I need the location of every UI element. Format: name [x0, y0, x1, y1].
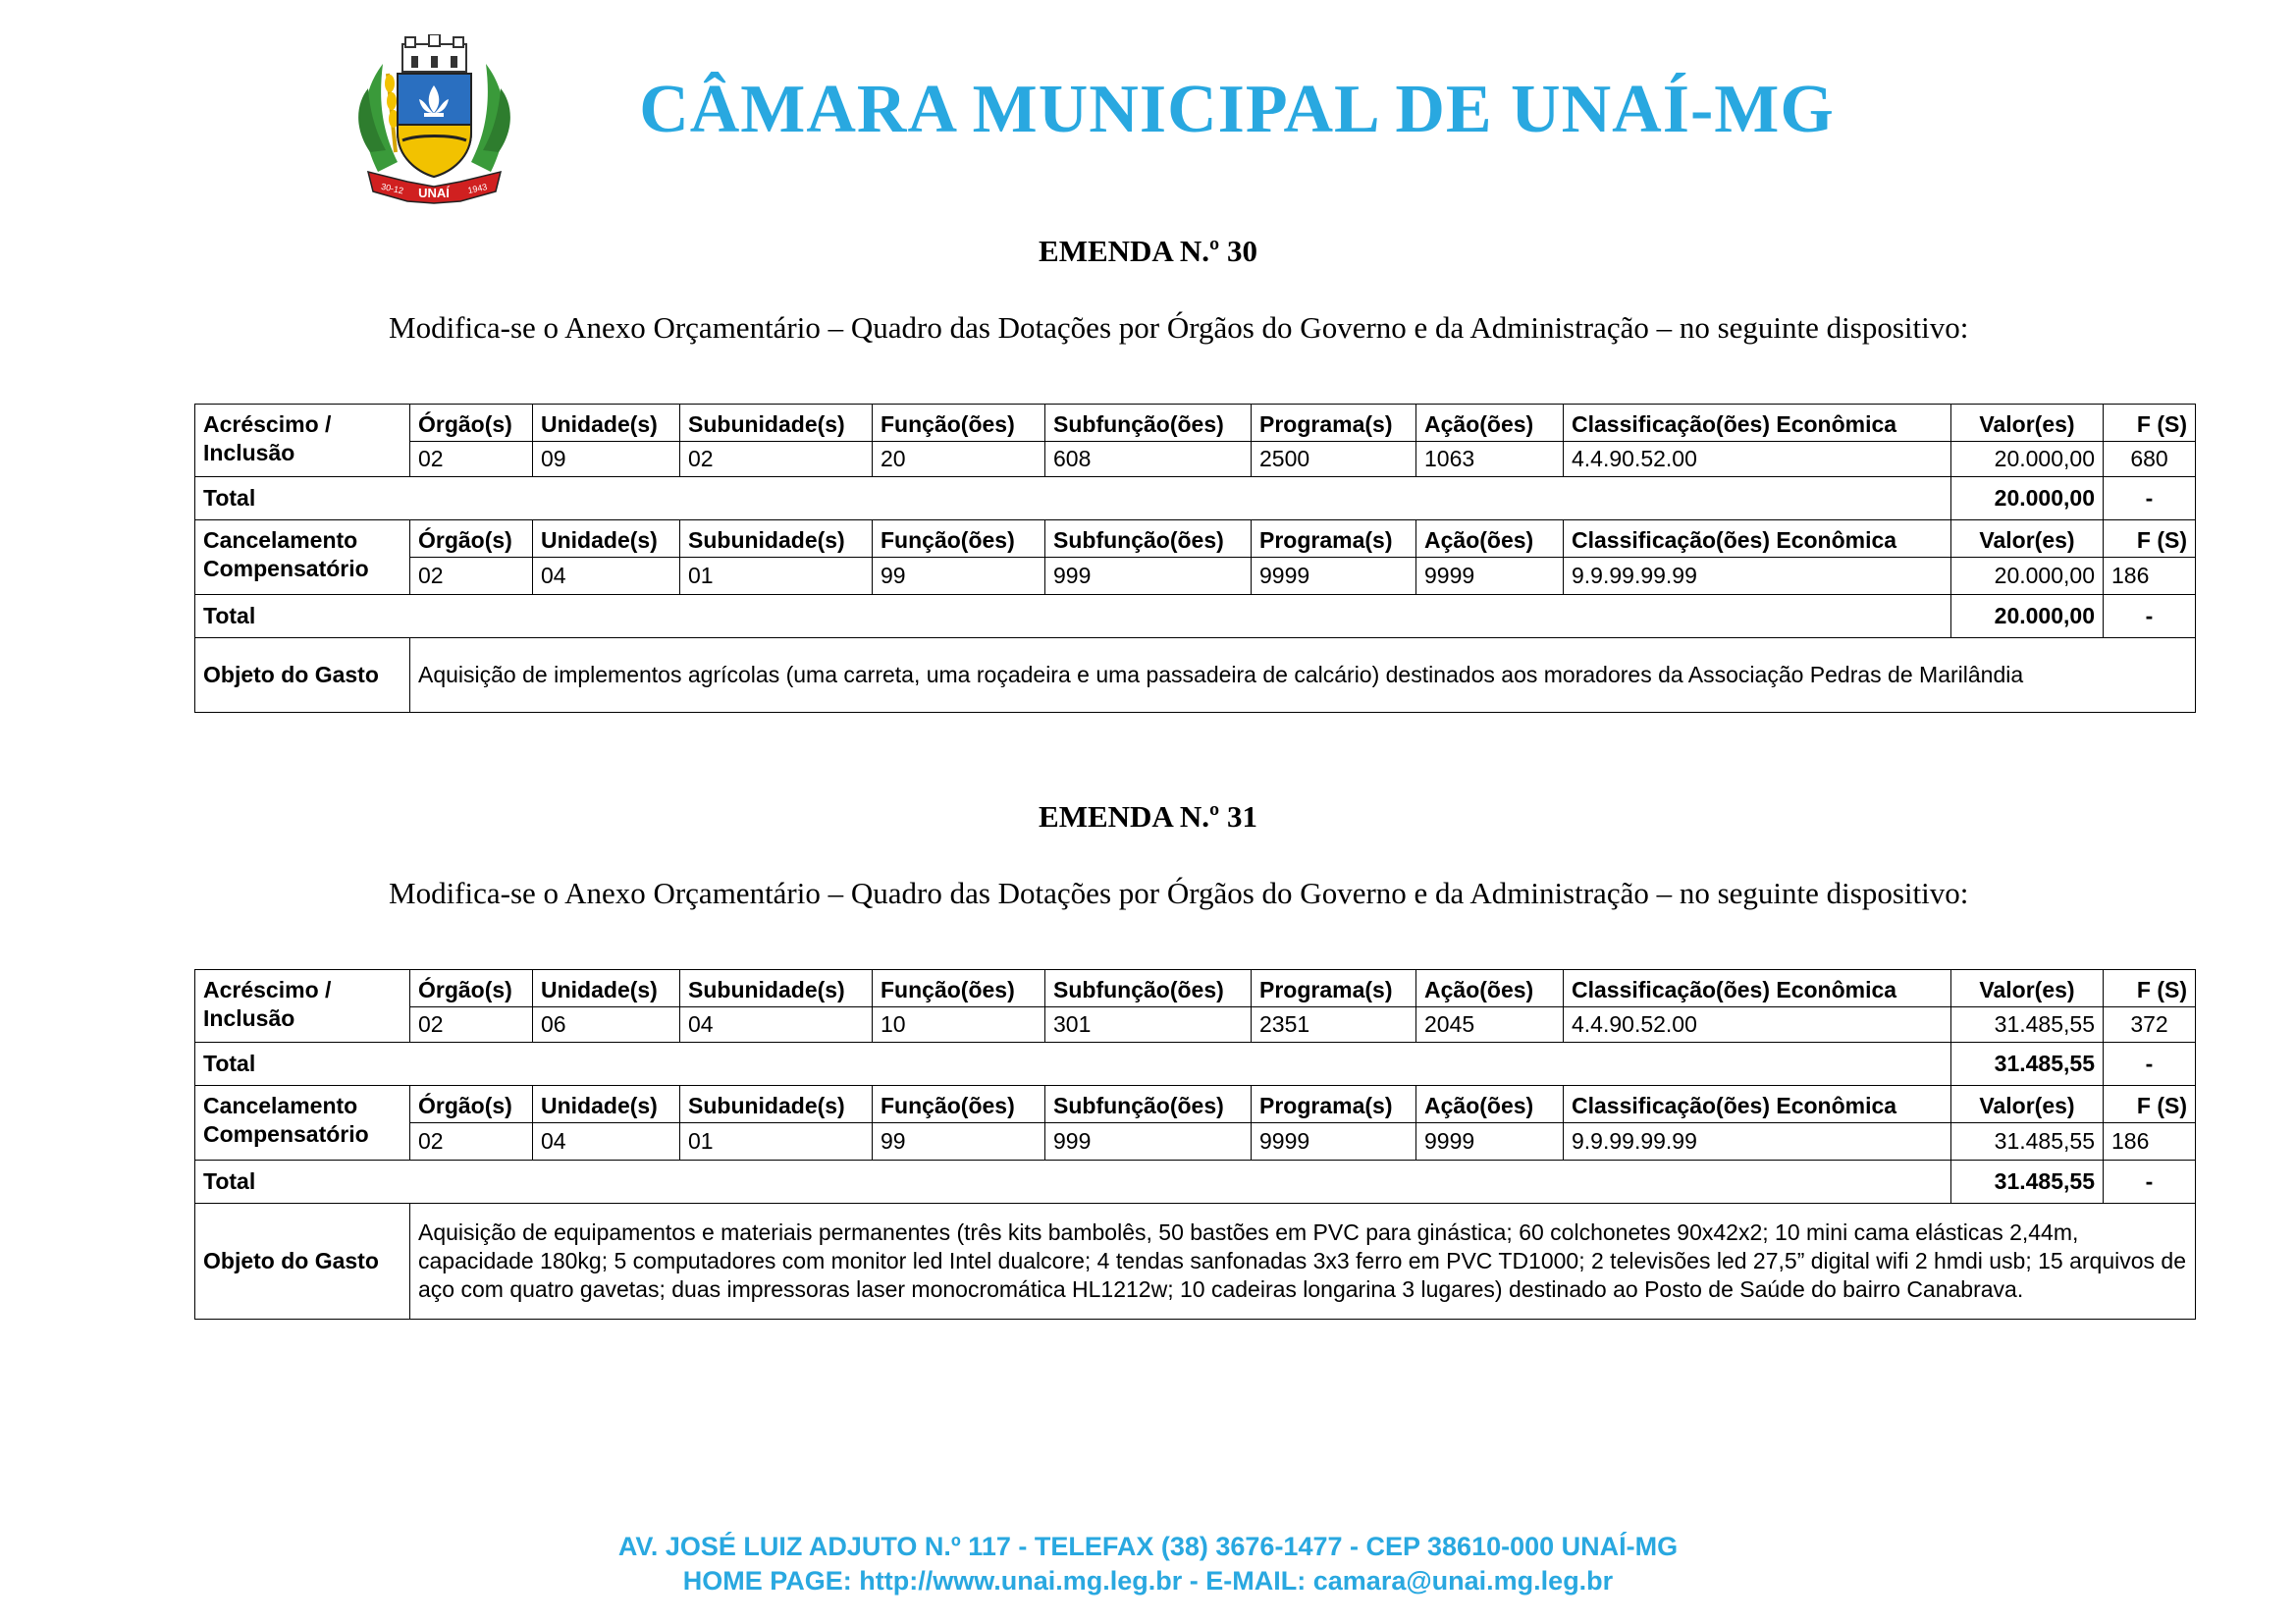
col-subunidade: Subunidade(s)	[680, 520, 873, 558]
col-valor: Valor(es)	[1951, 1086, 2104, 1123]
col-classificacao: Classificação(ões) Econômica	[1564, 520, 1951, 558]
objeto-label: Objeto do Gasto	[195, 638, 410, 713]
col-subfuncao: Subfunção(ões)	[1045, 1086, 1252, 1123]
col-orgao: Órgão(s)	[410, 520, 533, 558]
col-unidade: Unidade(s)	[533, 970, 680, 1007]
emenda-31-heading: EMENDA N.º 31	[1039, 799, 1257, 834]
col-unidade: Unidade(s)	[533, 405, 680, 442]
col-valor: Valor(es)	[1951, 970, 2104, 1007]
col-subfuncao: Subfunção(ões)	[1045, 520, 1252, 558]
col-orgao: Órgão(s)	[410, 405, 533, 442]
col-programa: Programa(s)	[1252, 520, 1416, 558]
total-cancelamento-label: Total	[195, 595, 1951, 638]
cancelamento-funcao: 99	[873, 1123, 1045, 1161]
col-subunidade: Subunidade(s)	[680, 970, 873, 1007]
acrescimo-orgao: 02	[410, 442, 533, 477]
page-title: CÂMARA MUNICIPAL DE UNAÍ-MG	[639, 72, 1835, 147]
emenda-30-table	[194, 404, 2196, 713]
cancelamento-classificacao: 9.9.99.99.99	[1564, 558, 1951, 595]
cancelamento-orgao: 02	[410, 558, 533, 595]
cancelamento-subfuncao: 999	[1045, 558, 1252, 595]
total-cancelamento-valor: 20.000,00	[1951, 595, 2104, 638]
acrescimo-acao: 1063	[1416, 442, 1564, 477]
col-valor: Valor(es)	[1951, 520, 2104, 558]
col-programa: Programa(s)	[1252, 970, 1416, 1007]
col-orgao: Órgão(s)	[410, 970, 533, 1007]
col-acao: Ação(ões)	[1416, 405, 1564, 442]
acrescimo-valor: 31.485,55	[1951, 1007, 2104, 1043]
col-funcao: Função(ões)	[873, 1086, 1045, 1123]
footer-contact: HOME PAGE: http://www.unai.mg.leg.br - E-MAIL: camara@unai.mg.leg.br	[682, 1566, 1614, 1596]
col-classificacao: Classificação(ões) Econômica	[1564, 405, 1951, 442]
acrescimo-valor: 20.000,00	[1951, 442, 2104, 477]
emenda-31-intro: Modifica-se o Anexo Orçamentário – Quadro das Dotações por Órgãos do Governo e da Administração – no seguinte dispositivo:	[389, 876, 1969, 910]
cancelamento-orgao: 02	[410, 1123, 533, 1161]
cancelamento-funcao: 99	[873, 558, 1045, 595]
col-acao: Ação(ões)	[1416, 970, 1564, 1007]
cancelamento-subunidade: 01	[680, 1123, 873, 1161]
acrescimo-subfuncao: 301	[1045, 1007, 1252, 1043]
col-unidade: Unidade(s)	[533, 1086, 680, 1123]
cancelamento-subunidade: 01	[680, 558, 873, 595]
acrescimo-classificacao: 4.4.90.52.00	[1564, 1007, 1951, 1043]
acrescimo-label: Acréscimo / Inclusão	[195, 970, 410, 1043]
crest-left-date: 30-12	[380, 181, 404, 196]
col-fonte: F (S)	[2104, 405, 2196, 442]
total-acrescimo-valor: 31.485,55	[1951, 1043, 2104, 1086]
municipal-crest-logo	[348, 34, 520, 206]
col-acao: Ação(ões)	[1416, 1086, 1564, 1123]
col-subfuncao: Subfunção(ões)	[1045, 970, 1252, 1007]
total-acrescimo-label: Total	[195, 1043, 1951, 1086]
cancelamento-fonte: 186	[2104, 1123, 2196, 1161]
acrescimo-programa: 2351	[1252, 1007, 1416, 1043]
objeto-text: Aquisição de equipamentos e materiais permanentes (três kits bambolês, 50 bastões em PVC para ginástica; 60 colchonetes 90x42x2; 10 mini cama elásticas 2,44m, capacidade 180kg; 5 computadores com monitor led Intel dualcore; 4 tendas sanfonadas 3x3 ferro em PVC TD1000; 2 televisões led 27,5” digital wifi 2 hmdi usb; 15 arquivos de aço com quatro gavetas; duas impressoras laser monocromática HL1212w; 10 cadeiras longarina 3 lugares) destinado ao Posto de Saúde do bairro Canabrava.	[410, 1204, 2196, 1320]
emenda-30-intro: Modifica-se o Anexo Orçamentário – Quadro das Dotações por Órgãos do Governo e da Administração – no seguinte dispositivo:	[389, 310, 1969, 345]
emenda-31-table	[194, 969, 2196, 1320]
col-programa: Programa(s)	[1252, 405, 1416, 442]
acrescimo-classificacao: 4.4.90.52.00	[1564, 442, 1951, 477]
footer-address: AV. JOSÉ LUIZ ADJUTO N.º 117 - TELEFAX (38) 3676-1477 - CEP 38610-000 UNAÍ-MG	[617, 1532, 1679, 1561]
acrescimo-subfuncao: 608	[1045, 442, 1252, 477]
objeto-label: Objeto do Gasto	[195, 1204, 410, 1320]
cancelamento-label: Cancelamento Compensatório	[195, 520, 410, 595]
crest-right-date: 1943	[466, 182, 489, 196]
acrescimo-subunidade: 02	[680, 442, 873, 477]
emenda-30-heading: EMENDA N.º 30	[1039, 234, 1257, 268]
cancelamento-subfuncao: 999	[1045, 1123, 1252, 1161]
cancelamento-classificacao: 9.9.99.99.99	[1564, 1123, 1951, 1161]
acrescimo-label: Acréscimo / Inclusão	[195, 405, 410, 477]
acrescimo-fonte: 680	[2104, 442, 2196, 477]
col-acao: Ação(ões)	[1416, 520, 1564, 558]
acrescimo-acao: 2045	[1416, 1007, 1564, 1043]
acrescimo-fonte: 372	[2104, 1007, 2196, 1043]
col-subfuncao: Subfunção(ões)	[1045, 405, 1252, 442]
total-acrescimo-fonte: -	[2104, 1043, 2196, 1086]
col-funcao: Função(ões)	[873, 405, 1045, 442]
col-fonte: F (S)	[2104, 520, 2196, 558]
cancelamento-acao: 9999	[1416, 558, 1564, 595]
total-acrescimo-valor: 20.000,00	[1951, 477, 2104, 520]
col-unidade: Unidade(s)	[533, 520, 680, 558]
acrescimo-funcao: 20	[873, 442, 1045, 477]
total-cancelamento-valor: 31.485,55	[1951, 1161, 2104, 1204]
cancelamento-valor: 31.485,55	[1951, 1123, 2104, 1161]
total-cancelamento-fonte: -	[2104, 595, 2196, 638]
total-acrescimo-label: Total	[195, 477, 1951, 520]
acrescimo-subunidade: 04	[680, 1007, 873, 1043]
total-cancelamento-fonte: -	[2104, 1161, 2196, 1204]
acrescimo-funcao: 10	[873, 1007, 1045, 1043]
col-fonte: F (S)	[2104, 970, 2196, 1007]
cancelamento-acao: 9999	[1416, 1123, 1564, 1161]
cancelamento-programa: 9999	[1252, 1123, 1416, 1161]
cancelamento-valor: 20.000,00	[1951, 558, 2104, 595]
col-subunidade: Subunidade(s)	[680, 1086, 873, 1123]
acrescimo-unidade: 09	[533, 442, 680, 477]
col-classificacao: Classificação(ões) Econômica	[1564, 970, 1951, 1007]
col-funcao: Função(ões)	[873, 520, 1045, 558]
col-fonte: F (S)	[2104, 1086, 2196, 1123]
col-subunidade: Subunidade(s)	[680, 405, 873, 442]
col-funcao: Função(ões)	[873, 970, 1045, 1007]
acrescimo-programa: 2500	[1252, 442, 1416, 477]
col-valor: Valor(es)	[1951, 405, 2104, 442]
cancelamento-fonte: 186	[2104, 558, 2196, 595]
cancelamento-label: Cancelamento Compensatório	[195, 1086, 410, 1161]
col-classificacao: Classificação(ões) Econômica	[1564, 1086, 1951, 1123]
cancelamento-unidade: 04	[533, 558, 680, 595]
cancelamento-programa: 9999	[1252, 558, 1416, 595]
acrescimo-orgao: 02	[410, 1007, 533, 1043]
col-programa: Programa(s)	[1252, 1086, 1416, 1123]
cancelamento-unidade: 04	[533, 1123, 680, 1161]
crest-band-text: UNAÍ	[418, 186, 450, 200]
col-orgao: Órgão(s)	[410, 1086, 533, 1123]
acrescimo-unidade: 06	[533, 1007, 680, 1043]
total-cancelamento-label: Total	[195, 1161, 1951, 1204]
total-acrescimo-fonte: -	[2104, 477, 2196, 520]
objeto-text: Aquisição de implementos agrícolas (uma carreta, uma roçadeira e uma passadeira de calcário) destinados aos moradores da Associação Pedras de Marilândia	[410, 638, 2196, 713]
